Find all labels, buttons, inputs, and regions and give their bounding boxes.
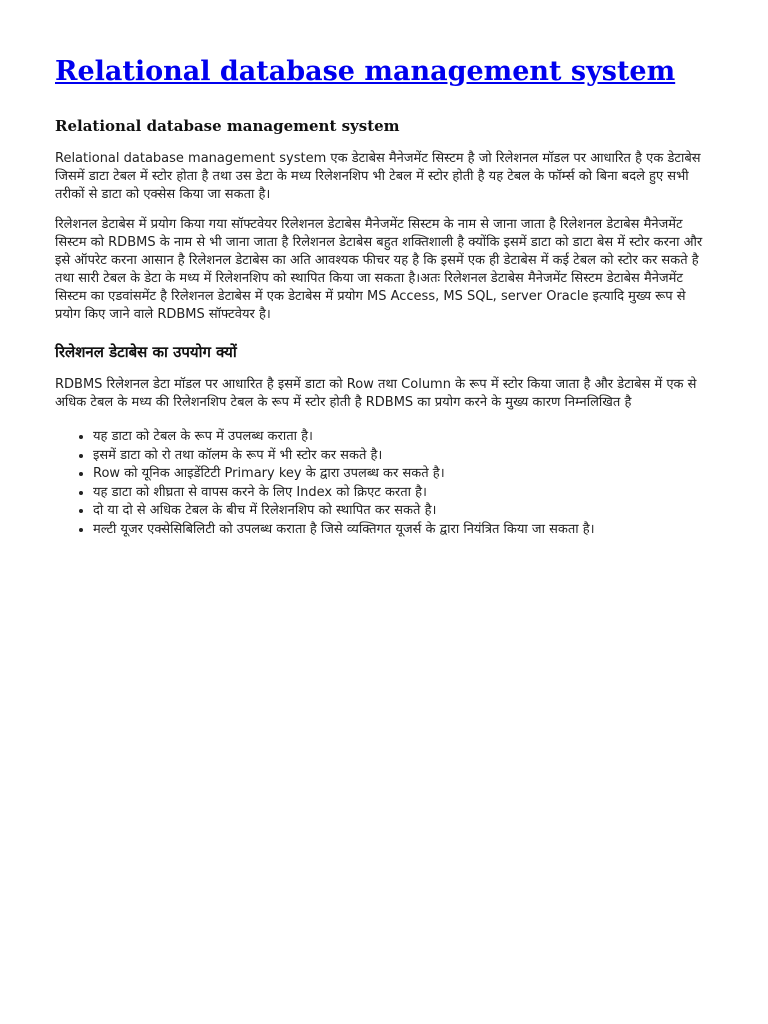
reasons-list xyxy=(55,428,715,539)
reason-list-item: • इसमें डाटा को रो तथा कॉलम के रूप में भी स्टोर कर सकते है। xyxy=(93,447,715,466)
why-use-heading: रिलेशनल डेटाबेस का उपयोग क्यों xyxy=(55,343,237,361)
software-paragraph: रिलेशनल डेटाबेस में प्रयोग किया गया सॉफ्टवेयर रिलेशनल डेटाबेस मैनेजमेंट सिस्टम के नाम से जाना जाता है रिलेशनल डेटाबेस मैनेजमेंट सिस्टम को RDBMS के नाम से भी जाना जाता है रिलेशनल डेटाबेस बहुत शक्तिशाली है क्योंकि इसमें डाटा को डाटा बेस में स्टोर करना और इसे ऑपरेट करना आसान है रिलेशनल डेटाबेस का अति आवश्यक फीचर यह है कि इसमें एक ही डेटाबेस में कई टेबल को स्टोर कर सकते है तथा सारी टेबल के डेटा के मध्य में रिलेशनशिप को स्थापित किया जा सकता है।अतः रिलेशनल डेटाबेस मैनेजमेंट सिस्टम डेटाबेस मैनेजमेंट सिस्टम का एडवांसमेंट है रिलेशनल डेटाबेस में एक डेटाबेस में प्रयोग MS Access, MS SQL, server Oracle इत्यादि मुख्य रूप से प्रयोग किए जाने वाले RDBMS सॉफ्टवेयर है। xyxy=(55,217,703,322)
page-title-link[interactable]: Relational database management system xyxy=(55,56,676,87)
intro-paragraph: Relational database management system एक डेटाबेस मैनेजमेंट सिस्टम है जो रिलेशनल मॉडल पर आधारित है एक डेटाबेस जिसमें डाटा टेबल में स्टोर होता है तथा उस डेटा के मध्य रिलेशनशिप भी टेबल में स्टोर होती है यह टेबल के फॉर्म्स को बिना बदले हुए सभी तरीकों से डाटा को एक्सेस किया जा सकता है। xyxy=(55,151,701,202)
reason-list-item: • यह डाटा को टेबल के रूप में उपलब्ध कराता है। xyxy=(93,428,715,447)
reason-list-item: • Row को यूनिक आइडेंटिटी Primary key के द्वारा उपलब्ध कर सकते है। xyxy=(93,465,715,484)
subtitle-heading: Relational database management system xyxy=(55,117,400,135)
why-use-paragraph: RDBMS रिलेशनल डेटा मॉडल पर आधारित है इसमें डाटा को Row तथा Column के रूप में स्टोर किया जाता है और डेटाबेस में एक से अधिक टेबल के मध्य की रिलेशनशिप टेबल के रूप में स्टोर होती है RDBMS का प्रयोग करने के मुख्य कारण निम्नलिखित है xyxy=(55,377,697,410)
reason-list-item: • यह डाटा को शीघ्रता से वापस करने के लिए Index को क्रिएट करता है। xyxy=(93,484,715,503)
reason-list-item: • मल्टी यूजर एक्सेसिबिलिटी को उपलब्ध कराता है जिसे व्यक्तिगत यूजर्स के द्वारा नियंत्रित किया जा सकता है। xyxy=(93,521,715,540)
document-page xyxy=(55,52,715,539)
reason-list-item: • दो या दो से अधिक टेबल के बीच में रिलेशनशिप को स्थापित कर सकते है। xyxy=(93,502,715,521)
